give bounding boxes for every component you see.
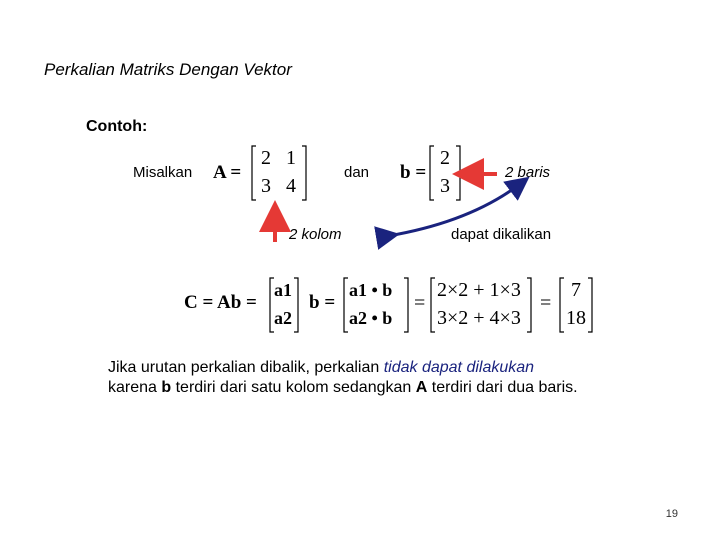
dot-product-vector: [342, 276, 410, 334]
result-vector: [558, 276, 594, 334]
misalkan-label: Misalkan: [133, 164, 193, 181]
a-row-label: a1: [274, 280, 292, 300]
matrix-a-cell: 4: [286, 175, 296, 197]
dan-label: dan: [344, 164, 370, 181]
matrix-a-cell: 3: [261, 175, 271, 197]
result-cell: 18: [566, 307, 586, 329]
baris-note: 2 baris: [505, 164, 551, 181]
matrix-a-label: A =: [213, 162, 242, 183]
note-text: terdiri dari satu kolom sedangkan: [171, 379, 416, 396]
expanded-row: 2×2 + 1×3: [437, 279, 521, 301]
contoh-label: Contoh:: [86, 118, 148, 135]
note-text: karena: [108, 379, 162, 396]
vector-b-cell: 2: [440, 147, 450, 169]
note-text: terdiri dari dua baris.: [427, 379, 578, 396]
matrix-a-cell: 1: [286, 147, 296, 169]
navy-curved-arrow-icon: [388, 184, 520, 236]
expanded-row: 3×2 + 4×3: [437, 307, 521, 329]
note-emphasis: tidak dapat dilakukan: [383, 359, 535, 376]
dot-product-row: a1 • b: [349, 280, 393, 300]
equals-sign: =: [414, 292, 426, 314]
note-line-1-prefix: Jika urutan perkalian dibalik, perkalian: [108, 359, 384, 376]
matrix-a-cell: 2: [261, 147, 271, 169]
result-cell: 7: [571, 279, 581, 301]
a-row-label: a2: [274, 308, 292, 328]
equation-lhs: C = Ab =: [184, 292, 257, 313]
page-number: 19: [665, 508, 678, 520]
vector-b-label: b =: [400, 162, 427, 183]
expanded-vector: [429, 276, 533, 334]
note-bold-b: b: [161, 379, 172, 396]
equals-sign: =: [540, 292, 552, 314]
a-rows-vector: [268, 276, 300, 334]
note-line-2: [108, 378, 578, 398]
dot-product-row: a2 • b: [349, 308, 393, 328]
kolom-note: 2 kolom: [289, 226, 342, 243]
note-bold-a: A: [415, 379, 428, 396]
dapat-note: dapat dikalikan: [451, 226, 552, 243]
vector-b-cell: 3: [440, 175, 450, 197]
equation-b-label: b =: [309, 292, 336, 313]
slide-title: Perkalian Matriks Dengan Vektor: [44, 60, 292, 79]
explanation-note: [108, 358, 578, 398]
note-line-1: [108, 358, 578, 378]
